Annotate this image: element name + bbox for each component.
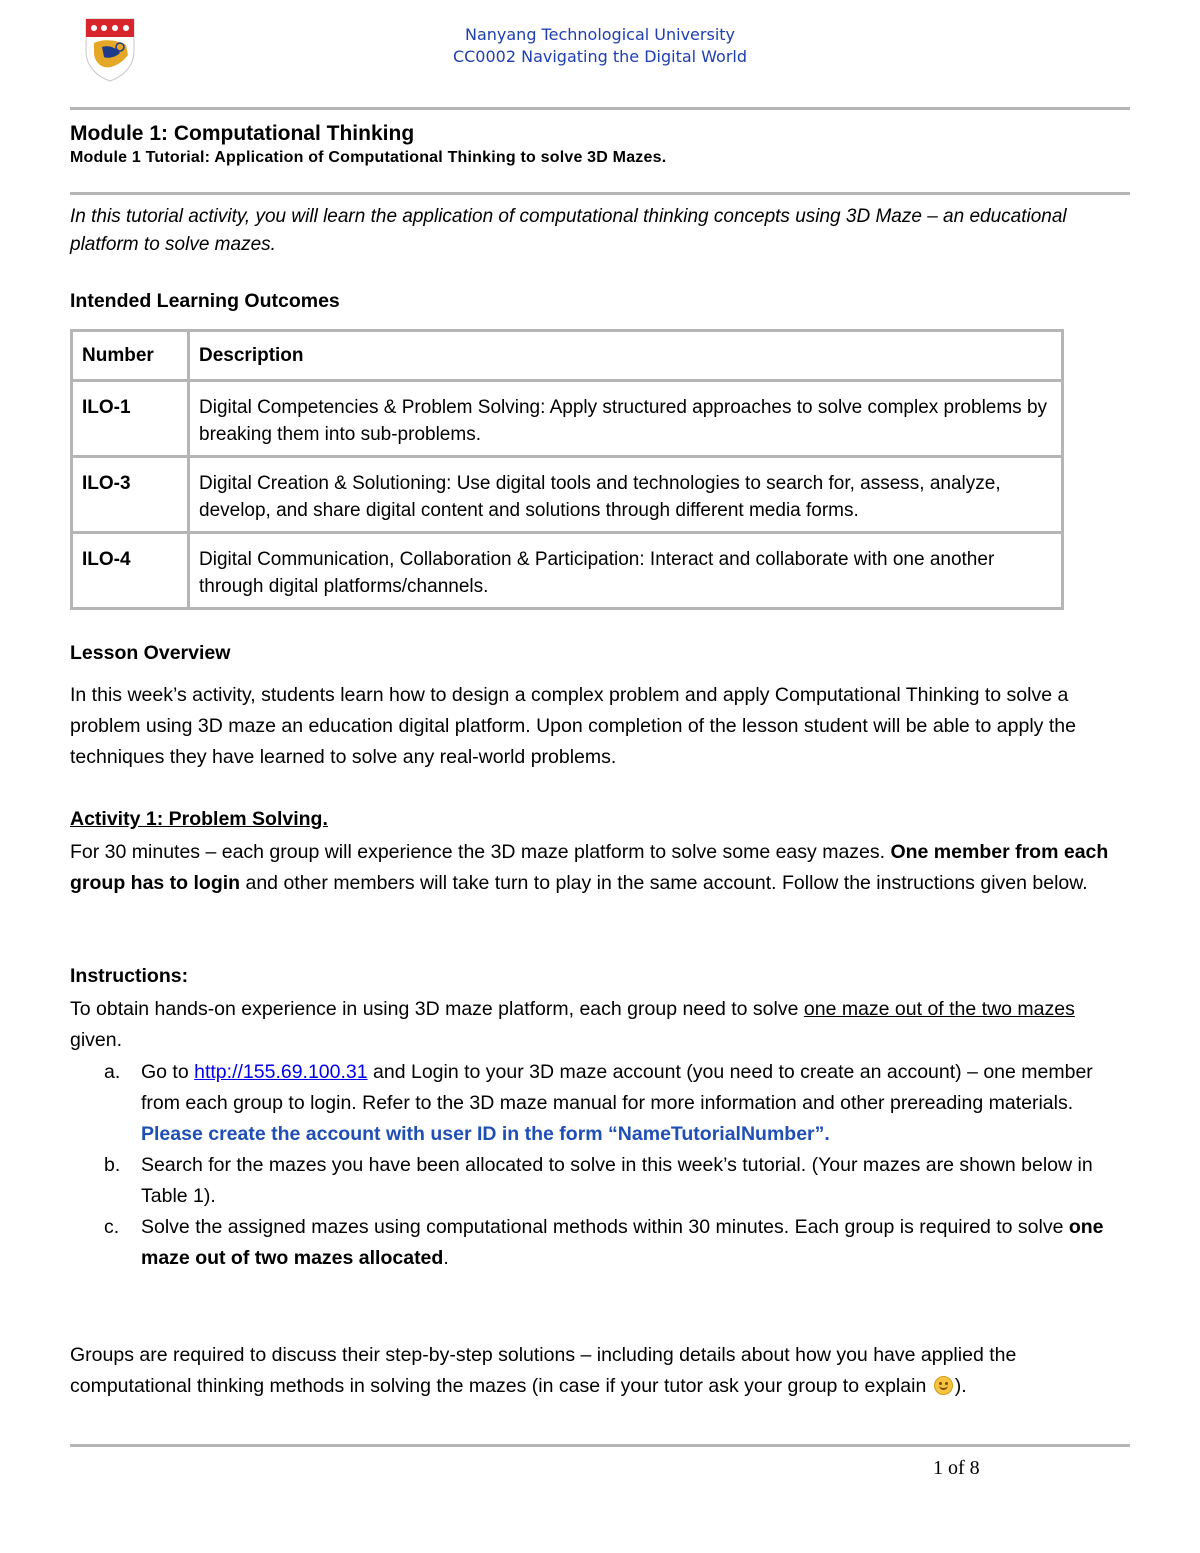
activity-text bbox=[70, 837, 1132, 899]
maze-platform-link[interactable]: http://155.69.100.31 bbox=[194, 1061, 368, 1083]
column-header-number: Number bbox=[72, 331, 189, 381]
table-row bbox=[72, 457, 1063, 533]
activity-text-part: and other members will take turn to play in the same account. Follow the instructions given below. bbox=[240, 872, 1088, 894]
activity-heading: Activity 1: Problem Solving. bbox=[70, 808, 328, 830]
step-text: . bbox=[443, 1247, 449, 1269]
instructions-intro-underlined: one maze out of the two mazes bbox=[803, 998, 1075, 1020]
column-header-description: Description bbox=[189, 331, 1063, 381]
instructions-intro bbox=[70, 994, 1132, 1056]
step-text: and Login to your 3D maze account (you need to create an account) – one member from each group to login. Refer to the 3D maze manual for more information and other prereading materials. bbox=[141, 1061, 1093, 1114]
document-header bbox=[380, 24, 820, 68]
instructions-intro-part: given. bbox=[70, 1029, 123, 1051]
list-item bbox=[70, 1150, 1132, 1212]
groups-text-end: ). bbox=[954, 1375, 967, 1397]
table-row bbox=[72, 381, 1063, 457]
smiley-icon bbox=[934, 1376, 953, 1395]
account-id-note: Please create the account with user ID in the form “NameTutorialNumber”. bbox=[141, 1123, 830, 1145]
instruction-steps bbox=[70, 1057, 1132, 1274]
activity-text-part: For 30 minutes – each group will experience the 3D maze platform to solve some easy mazes. bbox=[70, 841, 891, 863]
groups-text-body: Groups are required to discuss their step-by-step solutions – including details about how you have applied the computational thinking methods in solving the mazes (in case if your tutor ask your group to explain bbox=[70, 1344, 1017, 1397]
list-marker: a. bbox=[104, 1061, 121, 1083]
instructions-heading: Instructions: bbox=[70, 965, 189, 987]
instructions-intro-part: To obtain hands-on experience in using 3D maze platform, each group need to solve bbox=[70, 998, 804, 1020]
ilo-description: Digital Creation & Solutioning: Use digital tools and technologies to search for, assess, analyze, develop, and share digital content and solutions through different media forms. bbox=[189, 457, 1063, 533]
header-university: Nanyang Technological University bbox=[464, 25, 735, 44]
divider-footer bbox=[70, 1444, 1130, 1447]
table-row bbox=[72, 533, 1063, 609]
lesson-overview-heading: Lesson Overview bbox=[70, 642, 231, 664]
divider-top bbox=[70, 107, 1130, 110]
divider-title bbox=[70, 192, 1130, 195]
groups-text bbox=[70, 1340, 1132, 1402]
ilo-table bbox=[70, 329, 1064, 610]
list-item bbox=[70, 1212, 1132, 1274]
ilo-table-header bbox=[72, 331, 1063, 381]
intro-text: In this tutorial activity, you will learn the application of computational thinking concepts using 3D Maze – an educational platform to solve mazes. bbox=[70, 206, 1067, 255]
lesson-overview-text: In this week’s activity, students learn how to design a complex problem and apply Computational Thinking to solve a problem using 3D maze an education digital platform. Upon completion of the lesson student will be able to apply the techniques they have learned to solve any real-world problems. bbox=[70, 684, 1076, 768]
step-text-bold: one maze out of two mazes allocated bbox=[141, 1216, 1104, 1269]
activity-text-bold: One member from each group has to login bbox=[70, 841, 1109, 894]
module-title: Module 1: Computational Thinking bbox=[70, 122, 415, 145]
ilo-number: ILO-4 bbox=[72, 533, 189, 609]
step-text: Search for the mazes you have been allocated to solve in this week’s tutorial. (Your mazes are shown below in Table 1). bbox=[141, 1154, 1093, 1207]
list-marker: c. bbox=[104, 1216, 120, 1238]
header-course: CC0002 Navigating the Digital World bbox=[452, 47, 748, 66]
step-text: Solve the assigned mazes using computational methods within 30 minutes. Each group is required to solve bbox=[141, 1216, 1069, 1238]
list-item bbox=[70, 1057, 1132, 1150]
ilo-number: ILO-3 bbox=[72, 457, 189, 533]
ntu-crest-logo bbox=[82, 17, 138, 83]
module-subtitle: Module 1 Tutorial: Application of Computational Thinking to solve 3D Mazes. bbox=[70, 149, 667, 166]
step-text: Go to bbox=[141, 1061, 195, 1083]
ilo-number: ILO-1 bbox=[72, 381, 189, 457]
ilo-description: Digital Communication, Collaboration & Participation: Interact and collaborate with one another through digital platforms/channels. bbox=[189, 533, 1063, 609]
ilo-description: Digital Competencies & Problem Solving: Apply structured approaches to solve complex problems by breaking them into sub-problems. bbox=[189, 381, 1063, 457]
list-marker: b. bbox=[104, 1154, 121, 1176]
ilo-heading: Intended Learning Outcomes bbox=[70, 290, 340, 312]
page-number: 1 of 8 bbox=[933, 1457, 980, 1479]
